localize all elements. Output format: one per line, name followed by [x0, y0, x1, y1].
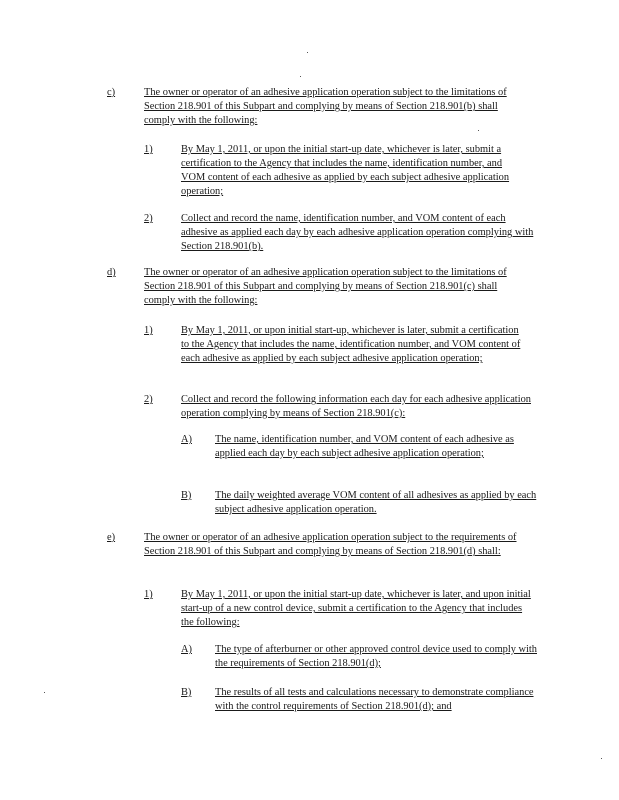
paragraph-d-text: The owner or operator of an adhesive application operation subject to the limitations of Section 218.901 of this Subpart and complying by means of Section 218.901(c) shall comply with the following: [144, 267, 507, 306]
paragraph-d-2-B-text: The daily weighted average VOM content of all adhesives as applied by each subject adhesive application operation. [215, 490, 537, 515]
scan-speck [478, 130, 479, 131]
paragraph-e-1-A [181, 643, 539, 671]
paragraph-d-1-text: By May 1, 2011, or upon initial start-up, whichever is later, submit a certification to the Agency that includes the name, identification number, and VOM content of each adhesive as applied by each subject adhesive application operation; [181, 325, 521, 364]
paragraph-e-1 [144, 588, 536, 630]
paragraph-e [107, 531, 525, 559]
paragraph-e-1-text: By May 1, 2011, or upon the initial start-up date, whichever is later, and upon initial start-up of a new control device, submit a certification to the Agency that includes the following: [181, 589, 531, 628]
paragraph-d-2-B [181, 489, 539, 517]
paragraph-c-2-text: Collect and record the name, identification number, and VOM content of each adhesive as applied each day by each adhesive application operation complying with Section 218.901(b). [181, 213, 534, 252]
paragraph-d-2-label: 2) [144, 394, 153, 405]
scan-speck [44, 692, 45, 693]
paragraph-d-1-label: 1) [144, 325, 153, 336]
paragraph-c-1-text: By May 1, 2011, or upon the initial start-up date, whichever is later, submit a certification to the Agency that includes the name, identification number, and VOM content of each adhesive as applied by each subject adhesive application operation; [181, 144, 510, 197]
paragraph-c-1 [144, 143, 526, 199]
paragraph-c [107, 86, 525, 128]
paragraph-c-1-label: 1) [144, 144, 153, 155]
paragraph-c-label: c) [107, 87, 116, 98]
paragraph-e-1-B-label: B) [181, 687, 192, 698]
paragraph-d [107, 266, 525, 308]
paragraph-e-1-B-text: The results of all tests and calculations necessary to demonstrate compliance with the control requirements of Section 218.901(d); and [215, 687, 534, 712]
paragraph-c-2 [144, 212, 536, 254]
scan-speck [307, 52, 308, 53]
paragraph-d-2 [144, 393, 536, 421]
paragraph-c-text: The owner or operator of an adhesive application operation subject to the limitations of Section 218.901 of this Subpart and complying by means of Section 218.901(b) shall comply with the following: [144, 87, 507, 126]
paragraph-d-label: d) [107, 267, 116, 278]
paragraph-d-2-B-label: B) [181, 490, 192, 501]
paragraph-e-label: e) [107, 532, 116, 543]
scan-speck [300, 76, 301, 77]
paragraph-d-2-A-text: The name, identification number, and VOM content of each adhesive as applied each day by each subject adhesive application operation; [215, 434, 514, 459]
paragraph-e-1-B [181, 686, 539, 714]
scan-speck [601, 758, 602, 759]
paragraph-e-text: The owner or operator of an adhesive application operation subject to the requirements of Section 218.901 of this Subpart and complying by means of Section 218.901(d) shall: [144, 532, 517, 557]
paragraph-e-1-A-label: A) [181, 644, 192, 655]
paragraph-c-2-label: 2) [144, 213, 153, 224]
paragraph-d-2-text: Collect and record the following information each day for each adhesive application operation complying by means of Section 218.901(c): [181, 394, 531, 419]
paragraph-d-2-A [181, 433, 539, 461]
paragraph-d-1 [144, 324, 526, 366]
paragraph-e-1-A-text: The type of afterburner or other approved control device used to comply with the requirements of Section 218.901(d); [215, 644, 537, 669]
paragraph-d-2-A-label: A) [181, 434, 192, 445]
paragraph-e-1-label: 1) [144, 589, 153, 600]
